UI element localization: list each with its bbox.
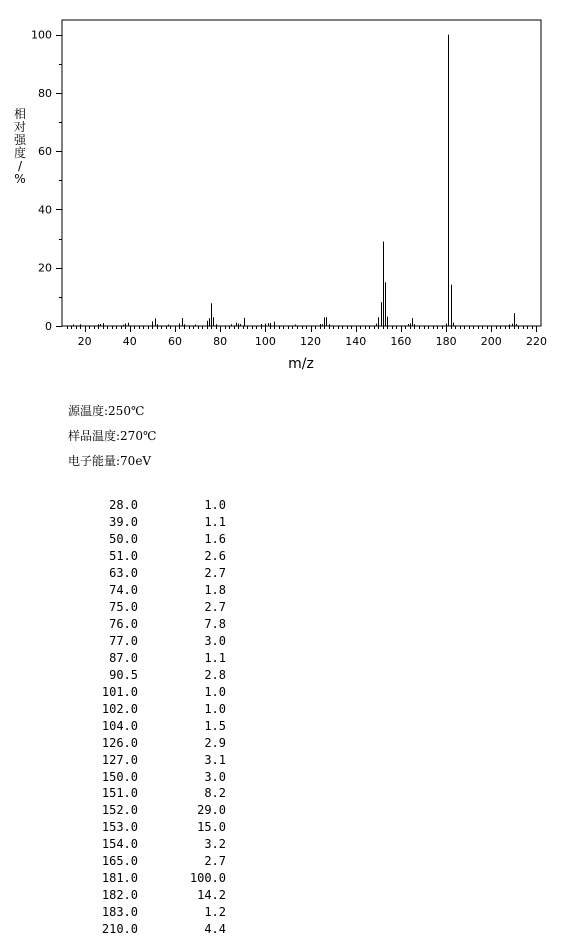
mz-cell: 150.0 [101, 769, 138, 784]
abundance-cell: 29.0 [197, 803, 226, 818]
mz-cell: 77.0 [109, 633, 138, 648]
abundance-cell: 4.4 [204, 922, 226, 937]
x-tick-label: 100 [254, 335, 276, 348]
mz-cell: 102.0 [101, 701, 138, 716]
x-tick-label: 80 [213, 335, 228, 348]
peak-bars [74, 35, 517, 326]
abundance-cell: 100.0 [189, 871, 226, 886]
abundance-cell: 1.6 [204, 531, 226, 546]
y-label-char: 度 [13, 146, 27, 160]
mz-cell: 210.0 [101, 922, 138, 937]
x-tick-label: 140 [345, 335, 367, 348]
mz-cell: 101.0 [101, 684, 138, 699]
mz-cell: 181.0 [101, 871, 138, 886]
mz-cell: 104.0 [101, 718, 138, 733]
y-tick-label: 40 [38, 203, 52, 217]
abundance-cell: 3.2 [204, 837, 226, 852]
abundance-cell: 1.2 [204, 905, 226, 920]
x-tick-label: 200 [480, 335, 502, 348]
abundance-cell: 1.0 [204, 701, 226, 716]
y-tick-label: 0 [45, 320, 52, 333]
source-temperature: 源温度:250℃ [68, 404, 145, 418]
mz-cell: 75.0 [109, 599, 138, 614]
mz-cell: 51.0 [109, 548, 138, 563]
abundance-cell: 1.5 [204, 718, 226, 733]
abundance-cell: 1.0 [204, 498, 226, 512]
mz-cell: 74.0 [109, 582, 138, 597]
y-tick-label: 100 [31, 28, 52, 42]
x-axis-label: m/z [288, 356, 314, 372]
y-tick-label: 20 [38, 261, 52, 275]
abundance-cell: 2.7 [204, 854, 226, 869]
abundance-cell: 14.2 [197, 888, 226, 903]
abundance-cell: 1.1 [204, 650, 226, 665]
mz-cell: 165.0 [101, 854, 138, 869]
y-label-char: 强 [13, 133, 27, 147]
abundance-cell: 15.0 [197, 820, 226, 835]
mz-cell: 151.0 [101, 786, 138, 801]
y-label-char: 相 [13, 107, 27, 121]
abundance-cell: 1.0 [204, 684, 226, 699]
mz-cell: 183.0 [101, 905, 138, 920]
abundance-cell: 2.6 [204, 548, 226, 563]
x-axis [68, 326, 547, 348]
y-label-char: % [14, 172, 26, 186]
y-axis-label [14, 106, 27, 186]
abundance-cell: 2.7 [204, 599, 226, 614]
abundance-cell: 8.2 [204, 786, 226, 801]
abundance-cell: 3.0 [204, 769, 226, 784]
mz-cell: 63.0 [109, 565, 138, 580]
mz-cell: 182.0 [101, 888, 138, 903]
abundance-cell: 3.1 [204, 752, 226, 767]
mz-cell: 50.0 [109, 531, 138, 546]
x-tick-label: 40 [122, 335, 137, 348]
mz-cell: 87.0 [109, 650, 138, 665]
mz-cell: 154.0 [101, 837, 138, 852]
mz-cell: 153.0 [101, 820, 138, 835]
mz-cell: 152.0 [101, 803, 138, 818]
y-label-char: 对 [13, 120, 27, 134]
x-tick-label: 180 [435, 335, 457, 348]
mz-cell: 127.0 [101, 752, 138, 767]
abundance-cell: 7.8 [204, 616, 226, 631]
sample-temperature: 样品温度:270℃ [68, 429, 157, 443]
abundance-cell: 1.8 [204, 582, 226, 597]
mass-spectrum-chart [0, 0, 570, 380]
plot-frame [62, 20, 541, 326]
abundance-cell: 2.7 [204, 565, 226, 580]
y-tick-label: 80 [38, 86, 52, 100]
abundance-cell: 3.0 [204, 633, 226, 648]
y-tick-label: 60 [38, 145, 52, 159]
y-axis [31, 29, 62, 333]
y-label-char: / [17, 159, 23, 173]
abundance-cell: 1.1 [204, 514, 226, 529]
x-tick-label: 160 [390, 335, 412, 348]
x-tick-label: 220 [525, 335, 547, 348]
mz-cell: 28.0 [109, 498, 138, 512]
mz-cell: 76.0 [109, 616, 138, 631]
x-tick-label: 60 [167, 335, 182, 348]
x-tick-label: 20 [77, 335, 92, 348]
mz-cell: 126.0 [101, 735, 138, 750]
mz-cell: 90.5 [109, 667, 138, 682]
abundance-cell: 2.9 [204, 735, 226, 750]
abundance-cell: 2.8 [204, 667, 226, 682]
x-tick-label: 120 [300, 335, 322, 348]
mz-cell: 39.0 [109, 514, 138, 529]
electron-energy: 电子能量:70eV [68, 454, 152, 468]
